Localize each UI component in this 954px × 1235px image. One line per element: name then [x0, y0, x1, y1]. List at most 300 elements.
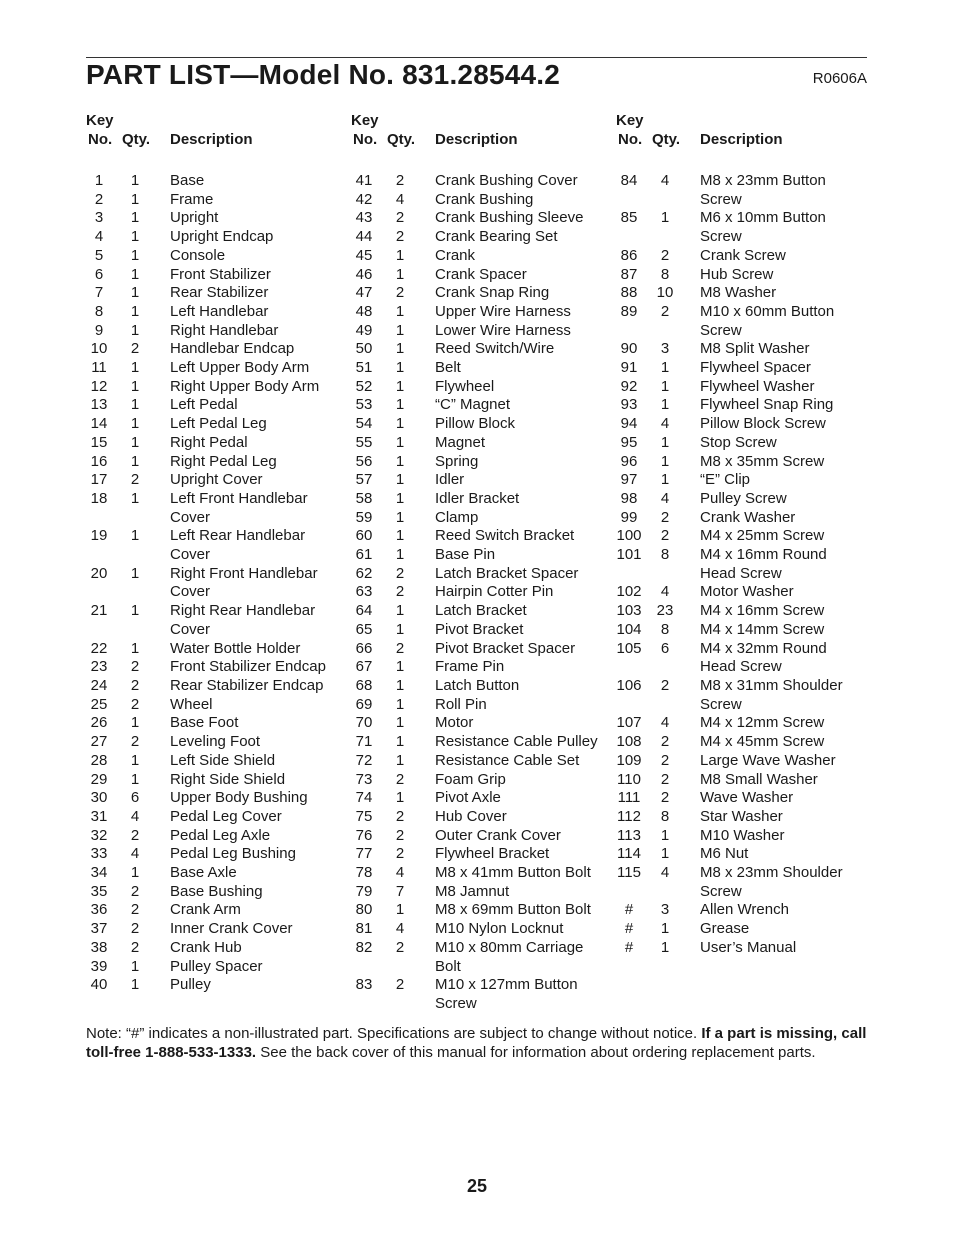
description: Foam Grip [435, 770, 506, 788]
key-number: 52 [355, 377, 373, 395]
description: Base Axle [170, 864, 237, 882]
table-row [86, 303, 356, 322]
quantity: 1 [395, 714, 405, 732]
key-number: 101 [616, 546, 642, 564]
description: Spring [435, 452, 479, 470]
quantity: 2 [395, 938, 405, 956]
description: Flywheel [435, 377, 495, 395]
table-row [86, 714, 356, 733]
quantity: 2 [130, 471, 140, 489]
description: Left Side Shield [170, 751, 276, 769]
key-number: 78 [355, 864, 373, 882]
quantity: 1 [130, 415, 140, 433]
table-row [351, 621, 621, 640]
table-row [86, 565, 356, 584]
column-header [616, 112, 886, 152]
header-key: Key [616, 112, 644, 129]
parts-column-3 [616, 112, 886, 958]
table-row [616, 266, 886, 285]
description: Rear Stabilizer [170, 284, 269, 302]
table-row [351, 509, 621, 528]
description: Crank Hub [170, 938, 242, 956]
description: Pillow Block [435, 415, 516, 433]
key-number: 70 [355, 714, 373, 732]
key-number: 18 [90, 489, 108, 507]
quantity: 1 [395, 433, 405, 451]
description: Idler [435, 471, 465, 489]
key-number: 25 [90, 695, 108, 713]
key-number: 42 [355, 190, 373, 208]
quantity: 2 [660, 246, 670, 264]
description: Screw [435, 994, 477, 1012]
key-number: 84 [620, 172, 638, 189]
header-qty: Qty. [122, 131, 151, 148]
table-row [616, 827, 886, 846]
quantity: 2 [395, 826, 405, 844]
quantity: 4 [660, 415, 670, 433]
table-row [616, 434, 886, 453]
description: Screw [700, 228, 742, 246]
description: Right Handlebar [170, 321, 279, 339]
description: Pivot Bracket [435, 620, 524, 638]
table-row [86, 546, 356, 565]
quantity: 1 [130, 714, 140, 732]
document-code: R0606A [812, 70, 867, 87]
quantity: 1 [660, 920, 670, 938]
key-number: 47 [355, 284, 373, 302]
description: M8 Split Washer [700, 340, 810, 358]
quantity: 1 [660, 826, 670, 844]
quantity: 2 [130, 340, 140, 358]
key-number: 58 [355, 489, 373, 507]
quantity: 2 [130, 901, 140, 919]
table-row [351, 901, 621, 920]
description: Crank Snap Ring [435, 284, 550, 302]
quantity: 1 [395, 751, 405, 769]
table-row [616, 415, 886, 434]
description: Right Upper Body Arm [170, 377, 320, 395]
quantity: 2 [660, 302, 670, 320]
description: Latch Button [435, 676, 520, 694]
key-number: 82 [355, 938, 373, 956]
description: Head Screw [700, 658, 782, 676]
quantity: 1 [130, 489, 140, 507]
table-row [616, 901, 886, 920]
column-header [351, 112, 621, 152]
table-row [351, 359, 621, 378]
table-row [616, 527, 886, 546]
table-row [351, 883, 621, 902]
table-row [616, 490, 886, 509]
quantity: 4 [130, 845, 140, 863]
quantity: 4 [395, 920, 405, 938]
quantity: 1 [130, 433, 140, 451]
description: M4 x 16mm Round [700, 546, 827, 564]
quantity: 8 [660, 807, 670, 825]
table-row [351, 752, 621, 771]
table-row [616, 340, 886, 359]
description: Pivot Bracket Spacer [435, 639, 576, 657]
description: Pivot Axle [435, 789, 501, 807]
quantity: 2 [130, 826, 140, 844]
key-number: 31 [90, 807, 108, 825]
table-row [86, 471, 356, 490]
key-number: 74 [355, 789, 373, 807]
quantity: 2 [130, 658, 140, 676]
key-number: 28 [90, 751, 108, 769]
table-row [351, 209, 621, 228]
key-number: 4 [94, 228, 104, 246]
key-number: 89 [620, 302, 638, 320]
key-number: 34 [90, 864, 108, 882]
key-number: 64 [355, 602, 373, 620]
table-row [351, 714, 621, 733]
key-number: 39 [90, 957, 108, 975]
table-row [86, 976, 356, 995]
key-number: 19 [90, 527, 108, 545]
quantity: 2 [130, 676, 140, 694]
key-number: 23 [90, 658, 108, 676]
quantity: 1 [395, 377, 405, 395]
key-number: # [624, 920, 634, 938]
table-row [616, 864, 886, 883]
quantity: 6 [130, 789, 140, 807]
quantity: 1 [130, 302, 140, 320]
quantity: 1 [130, 228, 140, 246]
key-number: 55 [355, 433, 373, 451]
key-number: 16 [90, 452, 108, 470]
quantity: 1 [395, 321, 405, 339]
description: Pulley [170, 976, 211, 994]
table-row [86, 209, 356, 228]
description: Inner Crank Cover [170, 920, 293, 938]
table-row [616, 677, 886, 696]
quantity: 4 [660, 714, 670, 732]
description: Console [170, 246, 226, 264]
header-key: Key [351, 112, 379, 129]
quantity: 2 [130, 733, 140, 751]
table-row [351, 172, 621, 191]
table-row [351, 939, 621, 958]
key-number: 13 [90, 396, 108, 414]
table-row [86, 322, 356, 341]
table-row [616, 939, 886, 958]
description: M4 x 14mm Screw [700, 620, 825, 638]
quantity: 1 [395, 901, 405, 919]
quantity: 1 [130, 564, 140, 582]
description: Crank Bushing Sleeve [435, 209, 584, 227]
table-row [86, 359, 356, 378]
description: Wave Washer [700, 789, 794, 807]
key-number: 14 [90, 415, 108, 433]
description: Crank Bushing Cover [435, 172, 578, 189]
quantity: 1 [660, 845, 670, 863]
table-row [616, 583, 886, 602]
table-row [351, 789, 621, 808]
description: Upper Body Bushing [170, 789, 308, 807]
quantity: 2 [395, 583, 405, 601]
description: Base Bushing [170, 882, 263, 900]
table-row [616, 696, 886, 715]
table-row [351, 920, 621, 939]
description: Screw [700, 695, 742, 713]
table-row [351, 733, 621, 752]
description: Pedal Leg Bushing [170, 845, 296, 863]
description: M4 x 25mm Screw [700, 527, 825, 545]
quantity: 23 [656, 602, 674, 620]
description: Lower Wire Harness [435, 321, 571, 339]
key-number: 66 [355, 639, 373, 657]
table-row [351, 434, 621, 453]
description: Handlebar Endcap [170, 340, 295, 358]
table-row [616, 640, 886, 659]
description: Grease [700, 920, 750, 938]
header-key: Key [86, 112, 114, 129]
key-number: 2 [94, 190, 104, 208]
quantity: 8 [660, 546, 670, 564]
table-row [86, 434, 356, 453]
description: “C” Magnet [435, 396, 511, 414]
quantity: 1 [395, 527, 405, 545]
quantity: 4 [660, 489, 670, 507]
description: Leveling Foot [170, 733, 261, 751]
description: Pillow Block Screw [700, 415, 826, 433]
table-row [86, 228, 356, 247]
table-row [86, 527, 356, 546]
table-row [86, 827, 356, 846]
table-row [351, 303, 621, 322]
description: Crank [435, 246, 476, 264]
description: Screw [700, 882, 742, 900]
header-no: No. [353, 131, 378, 148]
key-number: 114 [617, 845, 641, 863]
quantity: 6 [660, 639, 670, 657]
footnote [86, 1024, 867, 1062]
description: Resistance Cable Set [435, 751, 580, 769]
table-row [86, 396, 356, 415]
description: Latch Bracket [435, 602, 527, 620]
quantity: 4 [395, 190, 405, 208]
quantity: 7 [395, 882, 405, 900]
description: Left Upper Body Arm [170, 359, 310, 377]
key-number: 53 [355, 396, 373, 414]
quantity: 4 [660, 583, 670, 601]
quantity: 2 [660, 733, 670, 751]
description: Right Front Handlebar [170, 564, 318, 582]
table-row [86, 509, 356, 528]
key-number: 79 [355, 882, 373, 900]
key-number: 99 [620, 508, 638, 526]
description: M10 Nylon Locknut [435, 920, 564, 938]
table-row [86, 771, 356, 790]
table-row [86, 864, 356, 883]
key-number: 27 [90, 733, 108, 751]
key-number: 104 [616, 620, 642, 638]
table-row [351, 845, 621, 864]
table-row [86, 621, 356, 640]
key-number: 38 [90, 938, 108, 956]
description: M4 x 12mm Screw [700, 714, 825, 732]
description: Flywheel Bracket [435, 845, 550, 863]
table-row [351, 284, 621, 303]
table-row [86, 677, 356, 696]
key-number: 33 [90, 845, 108, 863]
description: Latch Bracket Spacer [435, 564, 579, 582]
key-number: 63 [355, 583, 373, 601]
table-row [616, 789, 886, 808]
key-number: 61 [355, 546, 373, 564]
key-number: 68 [355, 676, 373, 694]
quantity: 1 [130, 957, 140, 975]
description: Head Screw [700, 564, 782, 582]
description: M8 x 23mm Shoulder [700, 864, 843, 882]
table-row [86, 733, 356, 752]
description: Star Washer [700, 807, 783, 825]
quantity: 1 [130, 265, 140, 283]
table-row [86, 415, 356, 434]
key-number: # [624, 901, 634, 919]
table-row [86, 583, 356, 602]
quantity: 1 [130, 976, 140, 994]
key-number: 75 [355, 807, 373, 825]
quantity: 2 [660, 789, 670, 807]
note-text-end: See the back cover of this manual for information about ordering replacement parts. [256, 1044, 816, 1061]
key-number: 5 [94, 246, 104, 264]
table-row [616, 920, 886, 939]
table-row [351, 658, 621, 677]
quantity: 1 [130, 284, 140, 302]
description: Outer Crank Cover [435, 826, 561, 844]
description: Crank Bushing [435, 190, 534, 208]
description: Crank Spacer [435, 265, 527, 283]
key-number: 54 [355, 415, 373, 433]
description: Crank Washer [700, 508, 796, 526]
key-number: 87 [620, 265, 638, 283]
quantity: 2 [130, 938, 140, 956]
description: M10 x 60mm Button [700, 302, 835, 320]
key-number: 103 [616, 602, 642, 620]
quantity: 1 [130, 190, 140, 208]
quantity: 1 [395, 415, 405, 433]
description: M4 x 45mm Screw [700, 733, 825, 751]
key-number: 3 [94, 209, 104, 227]
quantity: 1 [395, 733, 405, 751]
key-number: 98 [620, 489, 638, 507]
note-text: Note: “#” indicates a non-illustrated part. Specifications are subject to change without notice. [86, 1025, 702, 1042]
quantity: 1 [395, 489, 405, 507]
table-row [616, 602, 886, 621]
description: User’s Manual [700, 938, 797, 956]
quantity: 2 [395, 845, 405, 863]
table-row [616, 284, 886, 303]
description: Hairpin Cotter Pin [435, 583, 554, 601]
key-number: 86 [620, 246, 638, 264]
table-row [351, 396, 621, 415]
table-row [86, 901, 356, 920]
description: M4 x 32mm Round [700, 639, 827, 657]
page-title: PART LIST—Model No. 831.28544.2 [86, 59, 561, 90]
quantity: 8 [660, 620, 670, 638]
quantity: 10 [656, 284, 674, 302]
key-number: 56 [355, 452, 373, 470]
quantity: 1 [130, 246, 140, 264]
table-row [351, 378, 621, 397]
table-row [86, 939, 356, 958]
quantity: 1 [395, 676, 405, 694]
key-number: 93 [620, 396, 638, 414]
key-number: 111 [617, 789, 641, 807]
description: Screw [700, 321, 742, 339]
key-number: 22 [90, 639, 108, 657]
description: Resistance Cable Pulley [435, 733, 598, 751]
quantity: 1 [395, 452, 405, 470]
key-number: 77 [355, 845, 373, 863]
table-row [86, 696, 356, 715]
description: Cover [170, 583, 211, 601]
key-number: 51 [355, 359, 373, 377]
quantity: 1 [660, 938, 670, 956]
description: Clamp [435, 508, 479, 526]
description: Crank Arm [170, 901, 241, 919]
description: Pulley Screw [700, 489, 787, 507]
description: Hub Screw [700, 265, 774, 283]
description: Hub Cover [435, 807, 507, 825]
key-number: 45 [355, 246, 373, 264]
key-number: 24 [90, 676, 108, 694]
key-number: 21 [90, 602, 108, 620]
key-number: 20 [90, 564, 108, 582]
quantity: 1 [395, 396, 405, 414]
key-number: 96 [620, 452, 638, 470]
parts-rows [351, 172, 621, 1014]
quantity: 1 [395, 508, 405, 526]
description: Crank Bearing Set [435, 228, 558, 246]
key-number: 97 [620, 471, 638, 489]
key-number: 91 [620, 359, 638, 377]
description: M8 Jamnut [435, 882, 510, 900]
quantity: 2 [395, 976, 405, 994]
key-number: 17 [90, 471, 108, 489]
table-row [86, 920, 356, 939]
table-row [351, 191, 621, 210]
table-row [351, 583, 621, 602]
quantity: 1 [660, 377, 670, 395]
quantity: 1 [395, 265, 405, 283]
key-number: 32 [90, 826, 108, 844]
quantity: 1 [130, 452, 140, 470]
key-number: 94 [620, 415, 638, 433]
table-row [351, 696, 621, 715]
description: Reed Switch Bracket [435, 527, 575, 545]
key-number: 73 [355, 770, 373, 788]
description: Frame [170, 190, 214, 208]
key-number: 112 [617, 807, 641, 825]
description: Pulley Spacer [170, 957, 263, 975]
key-number: 7 [94, 284, 104, 302]
quantity: 4 [660, 172, 670, 189]
table-row [616, 621, 886, 640]
key-number: 44 [355, 228, 373, 246]
description: “E” Clip [700, 471, 751, 489]
quantity: 1 [395, 359, 405, 377]
key-number: 59 [355, 508, 373, 526]
table-row [351, 827, 621, 846]
table-row [616, 359, 886, 378]
table-row [616, 845, 886, 864]
quantity: 1 [395, 246, 405, 264]
parts-rows [86, 172, 356, 995]
table-row [351, 490, 621, 509]
